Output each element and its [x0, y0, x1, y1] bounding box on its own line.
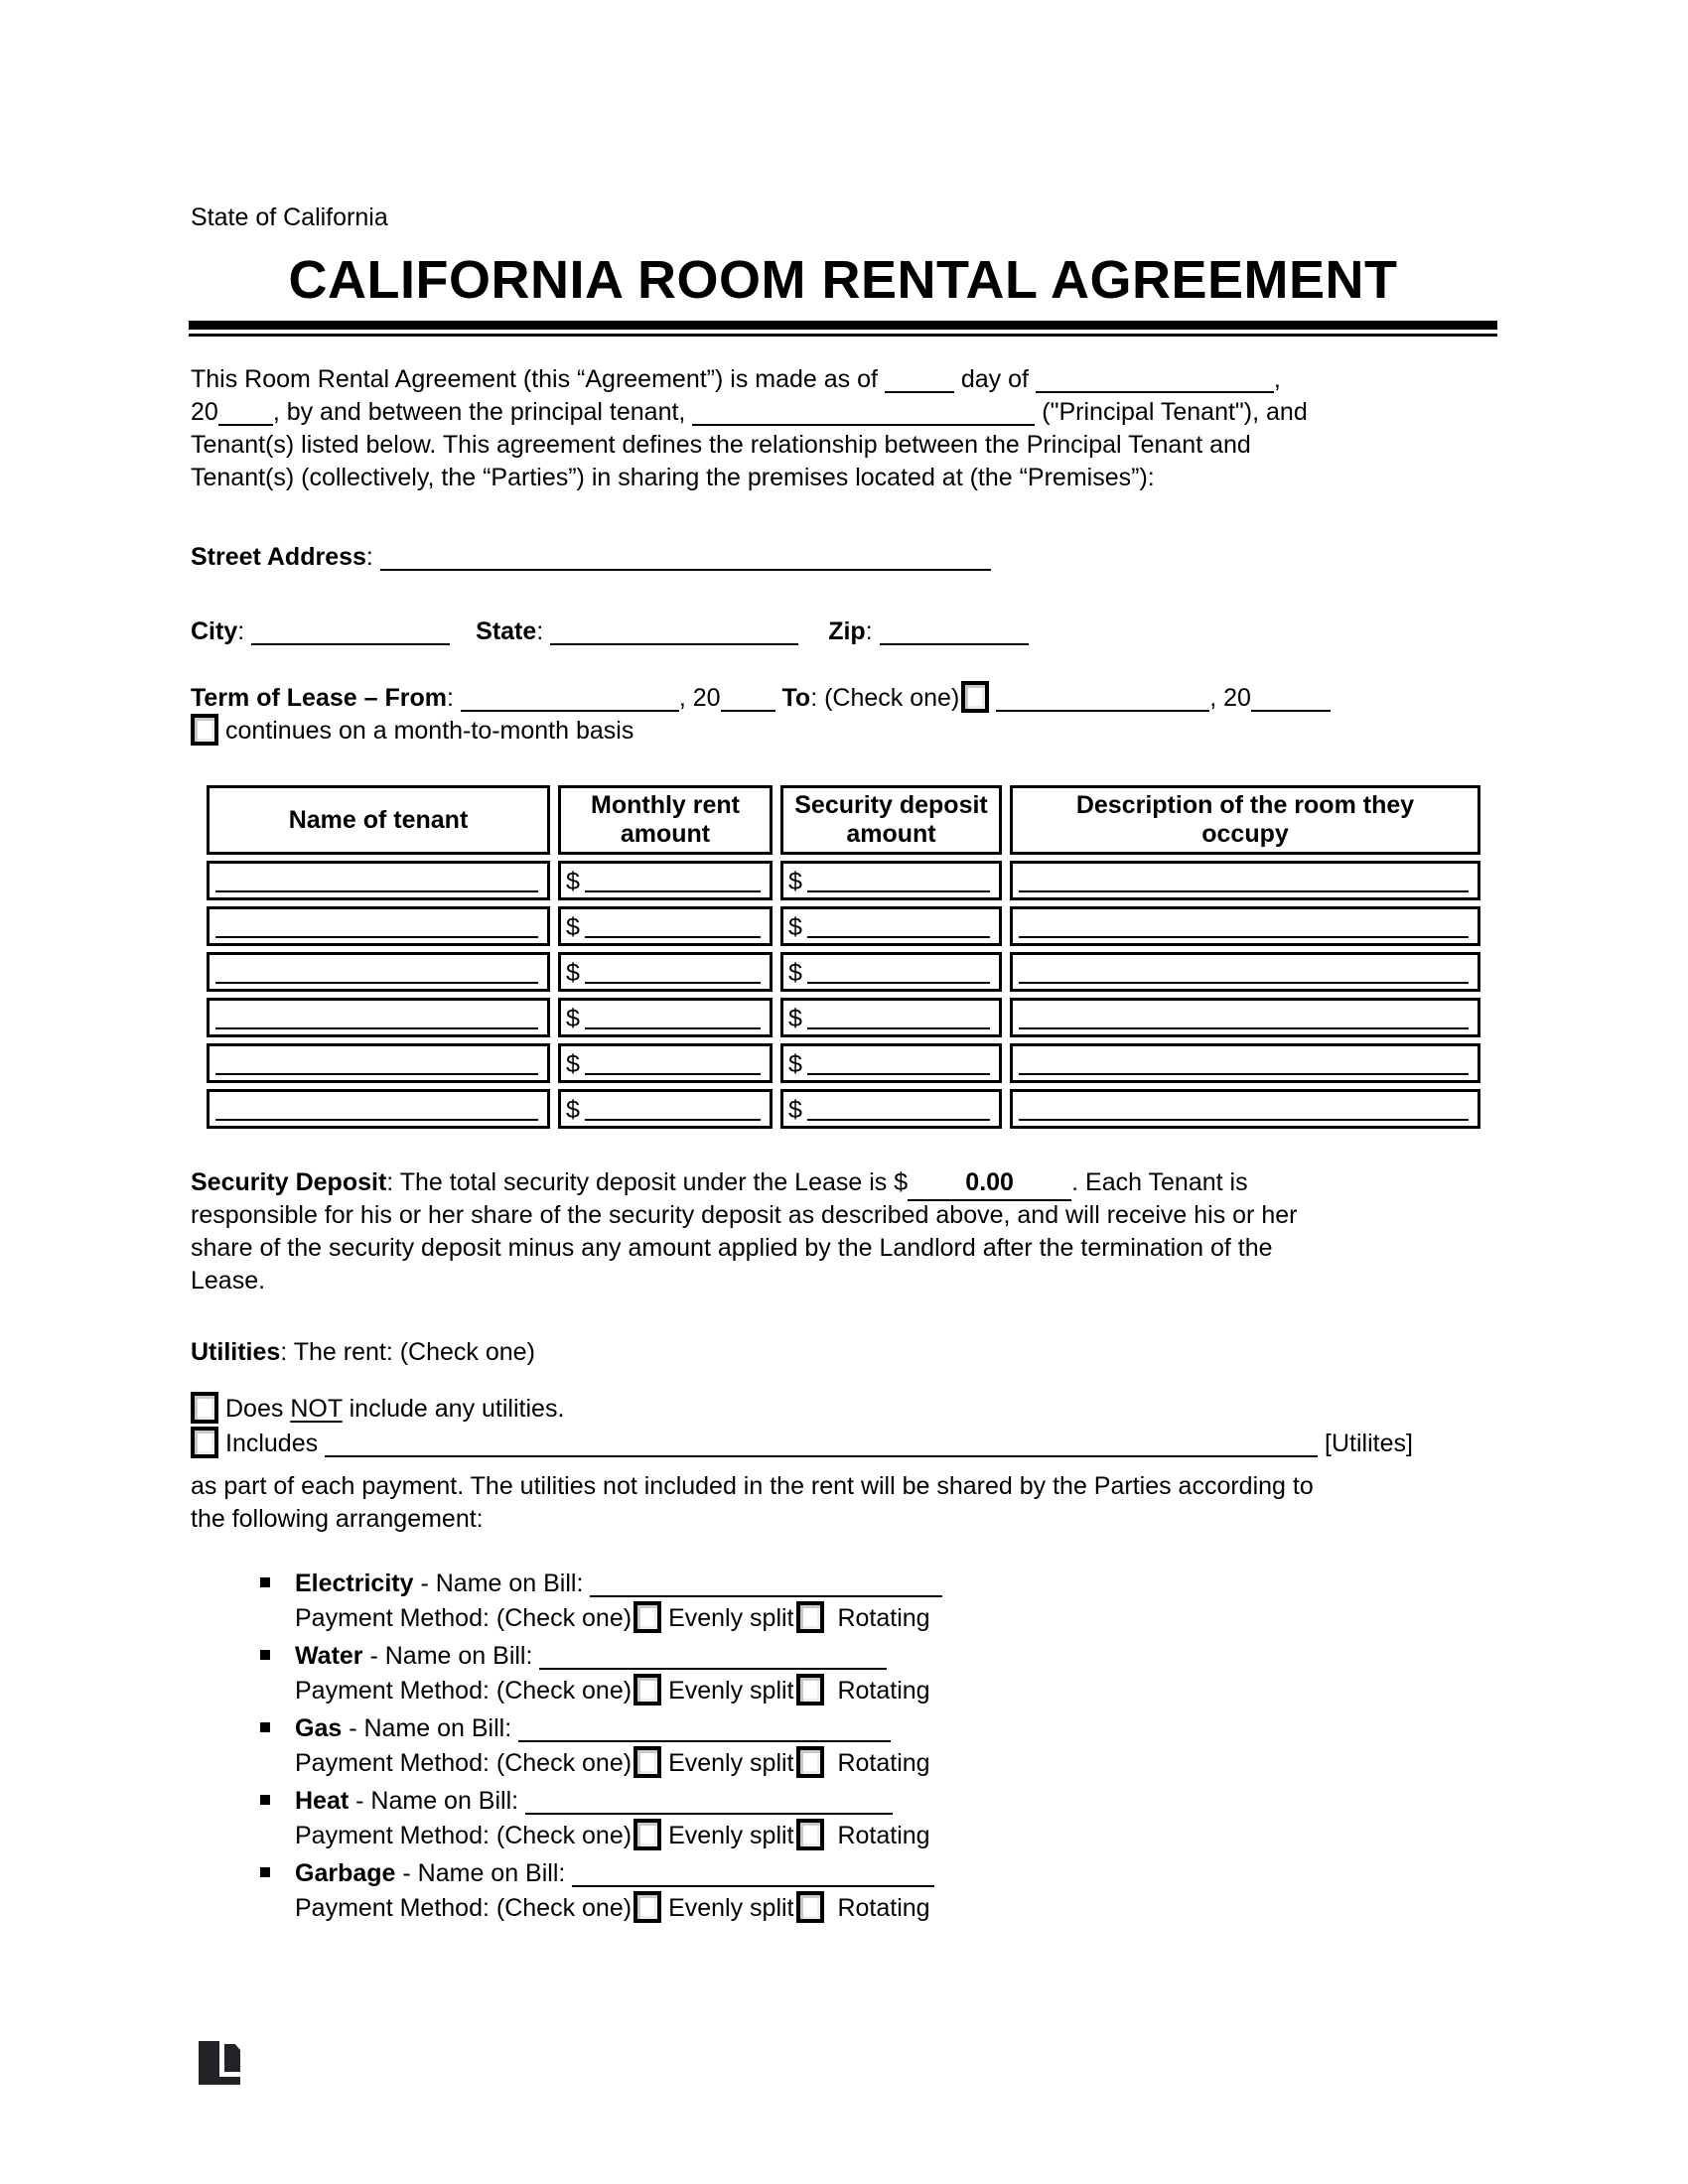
bill-label: - Name on Bill:	[349, 1714, 512, 1742]
colon: :	[365, 543, 380, 571]
security-deposit-cell[interactable]	[780, 861, 1002, 900]
option-text: Rotating	[837, 1894, 930, 1922]
utilities-continuation-1: as part of each payment. The utilities not included in the rent will be shared by the Parties according to	[191, 1472, 1314, 1500]
term-to-checkbox[interactable]	[961, 681, 989, 713]
room-description-cell[interactable]	[1010, 861, 1480, 900]
bullet-icon	[260, 1577, 270, 1587]
security-deposit-label: Security Deposit	[191, 1168, 387, 1196]
option-text: Rotating	[837, 1749, 930, 1777]
no-utilities-checkbox[interactable]	[191, 1392, 218, 1424]
name-on-bill-blank[interactable]	[525, 1813, 893, 1815]
monthly-rent-cell[interactable]	[558, 952, 773, 992]
street-address-label: Street Address	[191, 543, 366, 571]
tenant-name-cell[interactable]	[207, 861, 550, 900]
year-blank[interactable]	[218, 424, 273, 426]
tenant-name-cell[interactable]	[207, 998, 550, 1037]
security-deposit-line-4: Lease.	[191, 1267, 266, 1295]
term-from-date-blank[interactable]	[461, 710, 679, 712]
security-deposit-cell[interactable]	[780, 952, 1002, 992]
state-label: State of California	[191, 204, 388, 231]
includes-utilities-checkbox[interactable]	[191, 1427, 218, 1458]
name-on-bill-blank[interactable]	[539, 1668, 887, 1670]
dollar-sign: $	[788, 1096, 802, 1124]
legal-templates-logo	[199, 2041, 240, 2092]
option-text: Evenly split	[668, 1677, 794, 1705]
title-rule-thick	[189, 321, 1497, 330]
evenly-split-checkbox[interactable]	[633, 1674, 661, 1706]
dollar-sign: $	[788, 959, 802, 987]
dollar-sign: $	[566, 913, 580, 941]
col-header-room-description: Description of the room they occupy	[1010, 785, 1480, 855]
col-header-security-deposit: Security deposit amount	[780, 785, 1002, 855]
security-deposit-cell[interactable]	[780, 906, 1002, 946]
day-blank[interactable]	[885, 391, 954, 393]
term-to-label: To	[781, 684, 811, 712]
state-label: State	[476, 617, 537, 645]
colon: :	[865, 617, 880, 645]
colon: :	[446, 684, 461, 712]
tenant-name-cell[interactable]	[207, 952, 550, 992]
utilities-text: : The rent: (Check one)	[280, 1338, 535, 1366]
term-to-year-blank[interactable]	[1251, 710, 1331, 712]
dollar-sign: $	[566, 868, 580, 895]
name-on-bill-blank[interactable]	[590, 1595, 942, 1597]
room-description-cell[interactable]	[1010, 952, 1480, 992]
monthly-rent-cell[interactable]	[558, 906, 773, 946]
dollar-sign: $	[788, 1050, 802, 1078]
title-rule-thin	[189, 334, 1497, 337]
payment-method-label: Payment Method: (Check one)	[295, 1604, 633, 1632]
city-state-zip-row	[191, 615, 1521, 648]
option-text: Rotating	[837, 1604, 930, 1632]
included-utilities-blank[interactable]	[325, 1455, 1318, 1457]
option-text: [Utilites]	[1325, 1430, 1413, 1457]
evenly-split-checkbox[interactable]	[633, 1746, 661, 1778]
month-to-month-checkbox[interactable]	[191, 714, 218, 746]
colon: :	[237, 617, 252, 645]
intro-text: ("Principal Tenant"), and	[1042, 398, 1308, 426]
utility-name: Gas	[295, 1714, 343, 1742]
payment-method-label: Payment Method: (Check one)	[295, 1677, 633, 1705]
colon: :	[536, 617, 551, 645]
security-deposit-line-3: share of the security deposit minus any amount applied by the Landlord after the termination of the	[191, 1234, 1273, 1262]
monthly-rent-cell[interactable]	[558, 861, 773, 900]
city-label: City	[191, 617, 238, 645]
dollar-sign: $	[566, 1050, 580, 1078]
rotating-checkbox[interactable]	[796, 1674, 824, 1706]
security-deposit-cell[interactable]	[780, 998, 1002, 1037]
room-description-cell[interactable]	[1010, 906, 1480, 946]
utilities-label: Utilities	[191, 1338, 281, 1366]
term-text: : (Check one)	[810, 684, 960, 712]
evenly-split-checkbox[interactable]	[633, 1819, 661, 1850]
bill-label: - Name on Bill:	[402, 1859, 566, 1887]
security-deposit-line-2: responsible for his or her share of the security deposit as described above, and will receive his or her	[191, 1201, 1298, 1229]
security-deposit-cell[interactable]	[780, 1043, 1002, 1083]
tenants-table	[207, 785, 1480, 1129]
zip-label: Zip	[828, 617, 866, 645]
rotating-checkbox[interactable]	[796, 1891, 824, 1923]
dollar-sign: $	[788, 913, 802, 941]
utility-arrangement-list	[295, 1567, 942, 1929]
security-deposit-text: . Each Tenant is	[1071, 1168, 1248, 1196]
bill-label: - Name on Bill:	[355, 1787, 519, 1815]
monthly-rent-cell[interactable]	[558, 1043, 773, 1083]
utility-item-electricity	[295, 1567, 942, 1636]
option-text-underlined: NOT	[290, 1395, 343, 1423]
utilities-heading	[191, 1336, 1521, 1369]
option-text: Evenly split	[668, 1604, 794, 1632]
security-deposit-line-1	[191, 1166, 1521, 1201]
monthly-rent-cell[interactable]	[558, 1089, 773, 1129]
page-title: CALIFORNIA ROOM RENTAL AGREEMENT	[288, 250, 1398, 310]
city-blank[interactable]	[251, 643, 450, 645]
document-l-logo-icon	[199, 2041, 240, 2085]
intro-text: 20	[191, 398, 218, 426]
intro-line-2	[191, 396, 1521, 429]
intro-line-4: Tenant(s) (collectively, the “Parties”) in sharing the premises located at (the “Premises”):	[191, 464, 1155, 491]
intro-line-3: Tenant(s) listed below. This agreement defines the relationship between the Principal Tenant and	[191, 431, 1251, 459]
name-on-bill-blank[interactable]	[518, 1740, 891, 1742]
option-text: Includes	[225, 1430, 319, 1457]
dollar-sign: $	[788, 1005, 802, 1032]
col-header-monthly-rent: Monthly rent amount	[558, 785, 773, 855]
option-text: Does	[225, 1395, 284, 1423]
rotating-checkbox[interactable]	[796, 1819, 824, 1850]
utilities-continuation-2: the following arrangement:	[191, 1505, 484, 1533]
utility-item-water	[295, 1639, 942, 1708]
utilities-option-not	[191, 1392, 1521, 1426]
intro-text: , by and between the principal tenant,	[272, 398, 686, 426]
state-blank[interactable]	[550, 643, 798, 645]
utility-name: Water	[295, 1642, 363, 1670]
street-address-blank[interactable]	[380, 569, 991, 571]
month-blank[interactable]	[1036, 391, 1274, 393]
room-description-cell[interactable]	[1010, 1089, 1480, 1129]
option-text: Rotating	[837, 1677, 930, 1705]
term-to-date-blank[interactable]	[996, 710, 1209, 712]
option-text: Rotating	[837, 1822, 930, 1849]
term-of-lease-row	[191, 681, 1521, 715]
intro-line-1	[191, 363, 1521, 396]
dollar-sign: $	[788, 868, 802, 895]
utility-name: Heat	[295, 1787, 350, 1815]
intro-text: ,	[1273, 365, 1281, 393]
option-text: include any utilities.	[349, 1395, 565, 1423]
dollar-sign: $	[566, 959, 580, 987]
principal-tenant-blank[interactable]	[692, 424, 1035, 426]
payment-method-label: Payment Method: (Check one)	[295, 1822, 633, 1849]
term-text: , 20	[1209, 684, 1251, 712]
dollar-sign: $	[566, 1096, 580, 1124]
bullet-icon	[260, 1795, 270, 1805]
payment-method-label: Payment Method: (Check one)	[295, 1894, 633, 1922]
utility-item-garbage	[295, 1856, 942, 1926]
bill-label: - Name on Bill:	[420, 1570, 584, 1597]
option-text: Evenly split	[668, 1894, 794, 1922]
month-to-month-label: continues on a month-to-month basis	[225, 717, 634, 745]
term-from-year-blank[interactable]	[721, 710, 775, 712]
tenant-name-cell[interactable]	[207, 1089, 550, 1129]
utility-name: Garbage	[295, 1859, 396, 1887]
monthly-rent-cell[interactable]	[558, 998, 773, 1037]
bill-label: - Name on Bill:	[369, 1642, 533, 1670]
option-text: Evenly split	[668, 1822, 794, 1849]
col-header-name: Name of tenant	[207, 785, 550, 855]
option-text: Evenly split	[668, 1749, 794, 1777]
tenant-name-cell[interactable]	[207, 906, 550, 946]
utilities-option-includes	[191, 1427, 1521, 1460]
utility-name: Electricity	[295, 1570, 414, 1597]
security-deposit-text: : The total security deposit under the Lease is $	[386, 1168, 909, 1196]
utility-item-heat	[295, 1784, 942, 1853]
dollar-sign: $	[566, 1005, 580, 1032]
month-to-month-row	[191, 714, 1521, 748]
payment-method-label: Payment Method: (Check one)	[295, 1749, 633, 1777]
room-description-cell[interactable]	[1010, 1043, 1480, 1083]
street-address-row	[191, 541, 1521, 574]
zip-blank[interactable]	[880, 643, 1029, 645]
rotating-checkbox[interactable]	[796, 1746, 824, 1778]
intro-text: day of	[960, 365, 1029, 393]
tenant-name-cell[interactable]	[207, 1043, 550, 1083]
term-label: Term of Lease – From	[191, 684, 447, 712]
utility-item-gas	[295, 1711, 942, 1781]
evenly-split-checkbox[interactable]	[633, 1891, 661, 1923]
room-description-cell[interactable]	[1010, 998, 1480, 1037]
name-on-bill-blank[interactable]	[572, 1885, 934, 1887]
bullet-icon	[260, 1722, 270, 1732]
bullet-icon	[260, 1650, 270, 1660]
security-deposit-cell[interactable]	[780, 1089, 1002, 1129]
evenly-split-checkbox[interactable]	[633, 1601, 661, 1633]
intro-text: This Room Rental Agreement (this “Agreement”) is made as of	[191, 365, 878, 393]
bullet-icon	[260, 1867, 270, 1877]
total-deposit-amount[interactable]: 0.00	[908, 1166, 1071, 1201]
rotating-checkbox[interactable]	[796, 1601, 824, 1633]
term-text: , 20	[678, 684, 721, 712]
